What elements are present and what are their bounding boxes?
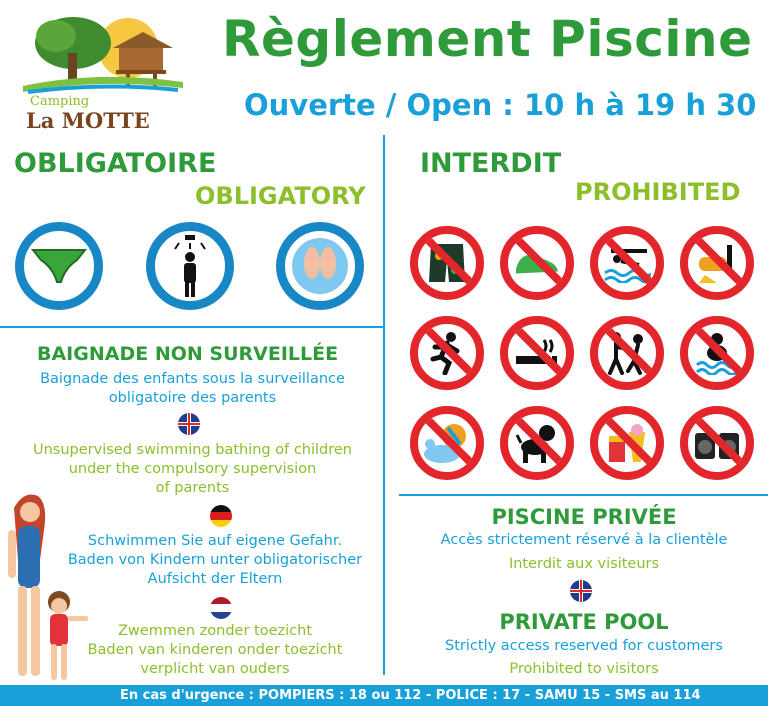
logo-line1: Camping: [30, 94, 90, 109]
private-fr-line2: Interdit aux visiteurs: [508, 556, 660, 572]
no-shorts-icon: [410, 226, 484, 300]
unsupervised-fr-line1: Baignade des enfants sous la surveillance: [40, 371, 345, 387]
unsupervised-en-line2: under the compulsory supervision: [68, 461, 317, 477]
footbath-icon: [276, 222, 364, 310]
uk-flag-icon: [178, 413, 200, 435]
private-fr-line1: Accès strictement réservé à la clientèle: [440, 532, 728, 548]
unsupervised-nl-line3: verplicht van ouders: [140, 661, 290, 677]
unsupervised-de-line1: Schwimmen Sie auf eigene Gefahr.: [87, 533, 343, 549]
prohibited-title: INTERDIT: [420, 148, 562, 179]
no-snorkel-icon: [680, 226, 754, 300]
uk-flag-icon: [570, 580, 592, 602]
unsupervised-de-line2: Baden von Kindern unter obligatorischer: [67, 552, 363, 568]
unsupervised-en-line3: of parents: [155, 480, 230, 496]
private-en-line1: Strictly access reserved for customers: [445, 638, 723, 654]
swimmers-illustration: [4, 490, 94, 685]
private-en-line2: Prohibited to visitors: [509, 661, 659, 677]
unsupervised-fr-line2: obligatoire des parents: [108, 390, 277, 406]
swim-briefs-icon: [15, 222, 103, 310]
page-title: Règlement Piscine: [222, 10, 753, 68]
opening-hours: Ouverte / Open : 10 h à 19 h 30: [244, 88, 757, 122]
unsupervised-nl-line1: Zwemmen zonder toezicht: [117, 623, 312, 639]
logo-graphic: [8, 8, 188, 98]
vertical-divider: [383, 135, 385, 675]
no-shoes-icon: [500, 226, 574, 300]
left-horizontal-divider: [0, 326, 384, 328]
no-dogs-icon: [500, 406, 574, 480]
shower-icon: [146, 222, 234, 310]
unsupervised-en-line1: Unsupervised swimming bathing of children: [32, 442, 352, 458]
logo-line2: La MOTTE: [26, 108, 150, 133]
no-music-icon: [680, 406, 754, 480]
no-diving-icon: [590, 226, 664, 300]
unsupervised-title: BAIGNADE NON SURVEILLÉE: [37, 343, 339, 365]
mandatory-title: OBLIGATOIRE: [14, 148, 217, 179]
no-pushing-icon: [590, 316, 664, 390]
german-flag-icon: [210, 505, 232, 527]
right-horizontal-divider: [399, 494, 768, 496]
emergency-footer: En cas d'urgence : POMPIERS : 18 ou 112 - POLICE : 17 - SAMU 15 - SMS au 114: [0, 685, 768, 706]
unsupervised-nl-line2: Baden van kinderen onder toezicht: [87, 642, 343, 658]
logo: [8, 8, 188, 134]
no-running-icon: [410, 316, 484, 390]
no-food-icon: [590, 406, 664, 480]
unsupervised-de-line3: Aufsicht der Eltern: [147, 571, 283, 587]
dutch-flag-icon: [210, 597, 232, 619]
private-title: PISCINE PRIVÉE: [491, 505, 677, 529]
prohibited-subtitle: PROHIBITED: [575, 178, 741, 206]
no-bombing-icon: [680, 316, 754, 390]
private-en-title: PRIVATE POOL: [499, 610, 669, 634]
no-floats-icon: [410, 406, 484, 480]
no-smoking-icon: [500, 316, 574, 390]
mandatory-subtitle: OBLIGATORY: [195, 182, 366, 210]
